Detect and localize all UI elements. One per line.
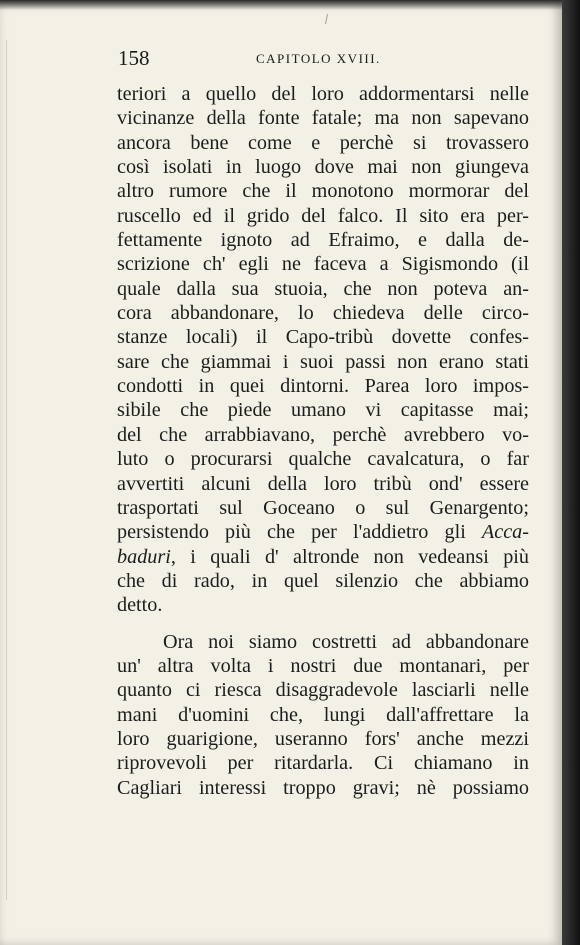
text-line: del che arrabbiavano, perchè avrebbero vo- bbox=[117, 423, 529, 446]
text-line: che di rado, in quel silenzio che abbiamo bbox=[117, 569, 529, 592]
text-line: sibile che piede umano vi capitasse mai; bbox=[117, 399, 529, 422]
ink-mark bbox=[325, 14, 328, 24]
text-line: così isolati in luogo dove mai non giungeva bbox=[117, 156, 529, 179]
text-line: ancora bene come e perchè si trovassero bbox=[117, 131, 529, 154]
text-line: teriori a quello del loro addormentarsi nelle bbox=[117, 83, 529, 105]
text-line: altro rumore che il monotono mormorar del bbox=[117, 180, 529, 203]
text-line: mani d'uomini che, lungi dall'affrettare la bbox=[117, 703, 529, 726]
text-line: avvertiti alcuni della loro tribù ond' essere bbox=[117, 472, 529, 495]
text-line: condotti in quei dintorni. Parea loro impos- bbox=[117, 375, 529, 398]
text-line: scrizione ch' egli ne faceva a Sigismondo (il bbox=[117, 253, 529, 276]
paragraph-1 bbox=[117, 82, 529, 618]
italic-term: Acca- bbox=[481, 521, 529, 544]
paragraph-2 bbox=[117, 630, 529, 800]
text-line: sare che giammai i suoi passi non erano stati bbox=[117, 350, 529, 373]
paragraph-gap bbox=[117, 618, 529, 630]
text-line: quanto ci riesca disaggradevole lasciarli nelle bbox=[117, 679, 529, 702]
text-line: Ora noi siamo costretti ad abbandonare bbox=[163, 630, 529, 653]
text-line: ruscello ed il grido del falco. Il sito era per- bbox=[117, 204, 529, 227]
text-line: un' altra volta i nostri due montanari, per bbox=[117, 654, 529, 677]
text-line: luto o procurarsi qualche cavalcatura, o far bbox=[117, 448, 529, 471]
text-line: fettamente ignoto ad Efraimo, e dalla de- bbox=[117, 229, 529, 252]
page-number: 158 bbox=[118, 46, 150, 70]
text-line: vicinanze della fonte fatale; ma non sapevano bbox=[117, 107, 529, 130]
page-header bbox=[118, 46, 528, 72]
text-line: riprovevoli per ritardarla. Ci chiamano in bbox=[117, 752, 529, 775]
text-line: loro guarigione, useranno fors' anche mezzi bbox=[117, 727, 529, 750]
text-line: cora abbandonare, lo chiedeva delle circo- bbox=[117, 302, 529, 325]
italic-term: baduri bbox=[117, 545, 171, 568]
page-left-edge bbox=[6, 40, 7, 900]
text-line: persistendo più che per l'addietro gli Acca- bbox=[117, 521, 529, 544]
text-line: trasportati sul Goceano o sul Genargento; bbox=[117, 496, 529, 519]
text-line: detto. bbox=[117, 594, 163, 617]
text-line: baduri, i quali d' altronde non vedeansi più bbox=[117, 545, 529, 568]
page-top-shadow bbox=[0, 0, 562, 10]
text-line: stanze locali) il Capo-tribù dovette confes- bbox=[117, 326, 529, 349]
text-line: Cagliari interessi troppo gravi; nè possiamo bbox=[117, 776, 529, 799]
body-text bbox=[117, 82, 529, 800]
book-fore-edge bbox=[562, 0, 580, 945]
running-head: CAPITOLO XVIII. bbox=[256, 51, 381, 66]
text-line: quale dalla sua stuoia, che non poteva an- bbox=[117, 277, 529, 300]
